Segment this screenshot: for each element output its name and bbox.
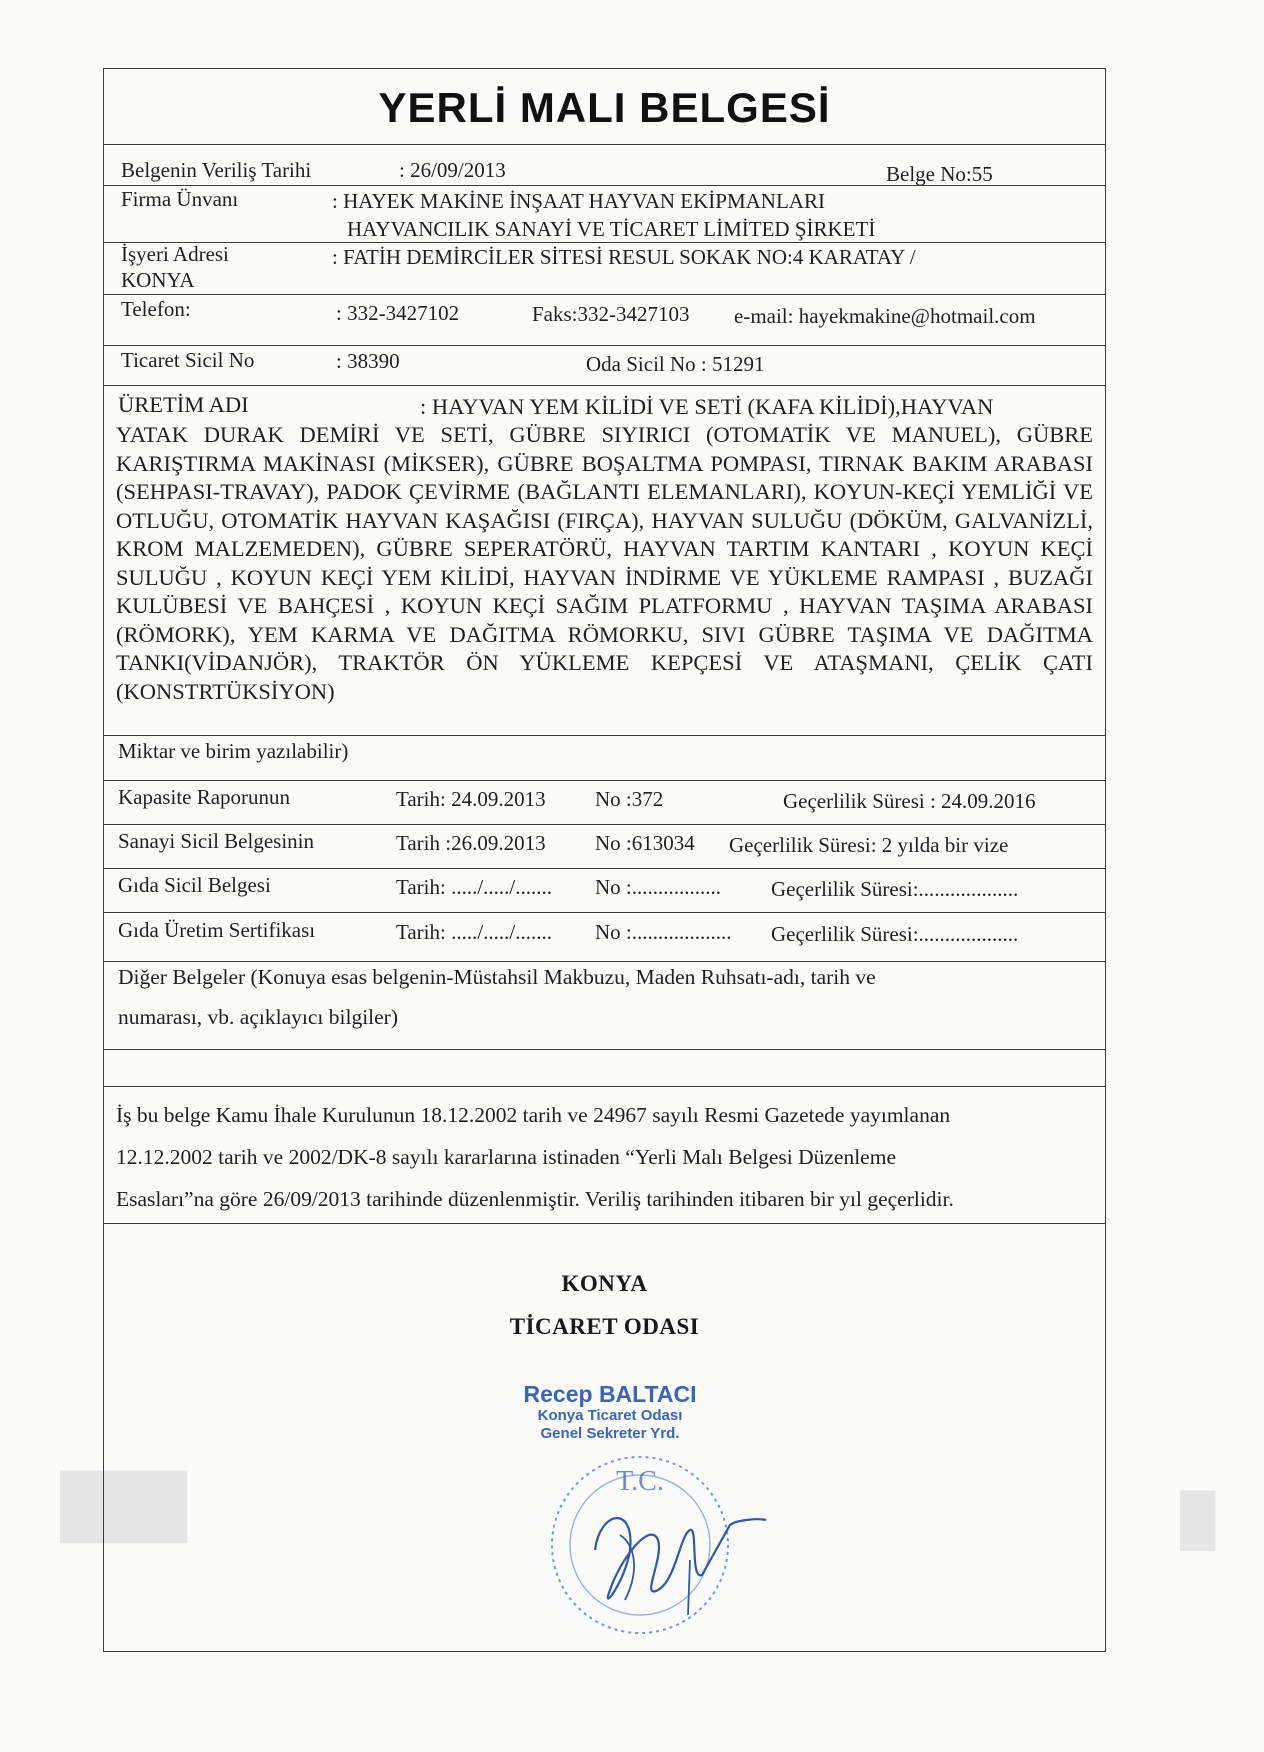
row-divider — [104, 868, 1105, 869]
bleed-through-mark: █ — [1180, 1491, 1216, 1547]
food-certificate-validity: Geçerlilik Süresi:................... — [771, 922, 1019, 946]
signer-name: Recep BALTACI — [523, 1381, 697, 1407]
food-registry-validity: Geçerlilik Süresi:................... — [771, 877, 1019, 901]
issuer-name: TİCARET ODASI — [509, 1314, 700, 1339]
food-registry-date: Tarih: ...../...../....... — [396, 875, 553, 899]
legal-statement — [116, 1094, 1091, 1220]
legal-line: İş bu belge Kamu İhale Kurulunun 18.12.2002 tarih ve 24967 sayılı Resmi Gazetede yayımlanan — [116, 1103, 951, 1127]
document-title: YERLİ MALI BELGESİ — [378, 84, 831, 131]
production-label: ÜRETİM ADI — [118, 392, 249, 417]
issue-date-value: : 26/09/2013 — [399, 158, 506, 182]
row-divider — [104, 961, 1105, 962]
row-divider — [104, 345, 1105, 346]
address-value: : FATİH DEMİRCİLER SİTESİ RESUL SOKAK NO:4 KARATAY / — [332, 245, 916, 269]
firm-label: Firma Ünvanı — [121, 187, 239, 211]
document-number: Belge No:55 — [886, 162, 993, 186]
production-first-line: : HAYVAN YEM KİLİDİ VE SETİ (KAFA KİLİDİ),HAYVAN — [420, 394, 994, 419]
signer-title: Genel Sekreter Yrd. — [540, 1425, 680, 1442]
trade-registry-label: Ticaret Sicil No — [121, 348, 255, 372]
food-registry-label: Gıda Sicil Belgesi — [118, 873, 271, 897]
row-divider — [104, 242, 1105, 243]
legal-line: 12.12.2002 tarih ve 2002/DK-8 sayılı kararlarına istinaden “Yerli Malı Belgesi Düzenleme — [116, 1145, 896, 1169]
phone-label: Telefon: — [121, 297, 191, 321]
industry-registry-date: Tarih :26.09.2013 — [396, 831, 546, 855]
legal-line: Esasları”na göre 26/09/2013 tarihinde düzenlenmiştir. Veriliş tarihinden itibaren bir yıl geçerlidir. — [116, 1187, 954, 1211]
capacity-label: Kapasite Raporunun — [118, 785, 291, 809]
row-divider — [104, 385, 1105, 386]
signature-stroke — [595, 1518, 766, 1598]
seal-text: T.C. — [616, 1466, 664, 1497]
email-value: e-mail: hayekmakine@hotmail.com — [734, 304, 1036, 328]
row-divider — [104, 1223, 1105, 1224]
row-divider — [104, 1086, 1105, 1087]
other-documents-line2: numarası, vb. açıklayıcı bilgiler) — [118, 1005, 399, 1029]
signature-stroke — [620, 1535, 634, 1600]
row-divider — [104, 144, 1105, 145]
food-certificate-label: Gıda Üretim Sertifikası — [118, 918, 316, 942]
industry-registry-number: No :613034 — [595, 831, 695, 855]
row-divider — [104, 780, 1105, 781]
industry-registry-validity: Geçerlilik Süresi: 2 yılda bir vize — [729, 833, 1009, 857]
firm-name-line2: HAYVANCILIK SANAYİ VE TİCARET LİMİTED ŞİRKETİ — [347, 217, 876, 241]
capacity-number: No :372 — [595, 787, 664, 811]
fax-value: Faks:332-3427103 — [532, 302, 690, 326]
food-certificate-number: No :................... — [595, 920, 732, 944]
quantity-note: Miktar ve birim yazılabilir) — [118, 739, 349, 763]
address-city: KONYA — [121, 268, 195, 292]
signature-stroke — [688, 1560, 690, 1615]
row-divider — [104, 1049, 1105, 1050]
other-documents-line1: Diğer Belgeler (Konuya esas belgenin-Müstahsil Makbuzu, Maden Ruhsatı-adı, tarih ve — [118, 965, 876, 989]
signer-stamp — [505, 1381, 715, 1443]
row-divider — [104, 294, 1105, 295]
row-divider — [104, 912, 1105, 913]
official-seal — [540, 1440, 770, 1640]
row-divider — [104, 735, 1105, 736]
row-divider — [104, 185, 1105, 186]
issuer-city: KONYA — [561, 1271, 648, 1296]
bleed-through-mark: ███ — [60, 1471, 188, 1538]
row-divider — [104, 824, 1105, 825]
industry-registry-label: Sanayi Sicil Belgesinin — [118, 829, 314, 853]
food-registry-number: No :................. — [595, 875, 721, 899]
trade-registry-value: : 38390 — [336, 349, 400, 373]
issue-date-label: Belgenin Veriliş Tarihi — [121, 158, 312, 182]
firm-name-line1: : HAYEK MAKİNE İNŞAAT HAYVAN EKİPMANLARI — [332, 189, 825, 213]
capacity-validity: Geçerlilik Süresi : 24.09.2016 — [783, 789, 1036, 813]
address-label: İşyeri Adresi — [121, 242, 229, 266]
production-description: YATAK DURAK DEMİRİ VE SETİ, GÜBRE SIYIRICI (OTOMATİK VE MANUEL), GÜBRE KARIŞTIRMA MAKİNASI (MİKSER), GÜBRE BOŞALTMA POMPASI, TIRNAK BAKIM ARABASI (SEHPASI-TRAVAY), PADOK ÇEVİRME (BAĞLANTI ELEMANLARI), KOYUN-KEÇİ YEMLİĞİ VE OTLUĞU, OTOMATİK HAYVAN KAŞAĞISI (FIRÇA), HAYVAN SULUĞU (DÖKÜM, GALVANİZLİ, KROM MALZEMEDEN), GÜBRE SEPERATÖRÜ, HAYVAN TARTIM KANTARI , KOYUN KEÇİ SULUĞU , KOYUN KEÇİ YEM KİLİDİ, HAYVAN İNDİRME VE YÜKLEME RAMPASI , BUZAĞI KULÜBESİ VE BAHÇESİ , KOYUN KEÇİ SAĞIM PLATFORMU , HAYVAN TAŞIMA ARABASI (RÖMORK), YEM KARMA VE DAĞITMA RÖMORKU, SIVI GÜBRE TAŞIMA VE DAĞITMA TANKI(VİDANJÖR), TRAKTÖR ÖN YÜKLEME KEPÇESİ VE ATAŞMANI, ÇELİK ÇATI (KONSTRTÜKSİYON) — [116, 422, 1093, 704]
phone-value: : 332-3427102 — [336, 301, 460, 325]
chamber-registry: Oda Sicil No : 51291 — [586, 352, 765, 376]
capacity-date: Tarih: 24.09.2013 — [396, 787, 546, 811]
signer-organization: Konya Ticaret Odası — [537, 1407, 683, 1424]
food-certificate-date: Tarih: ...../...../....... — [396, 920, 553, 944]
